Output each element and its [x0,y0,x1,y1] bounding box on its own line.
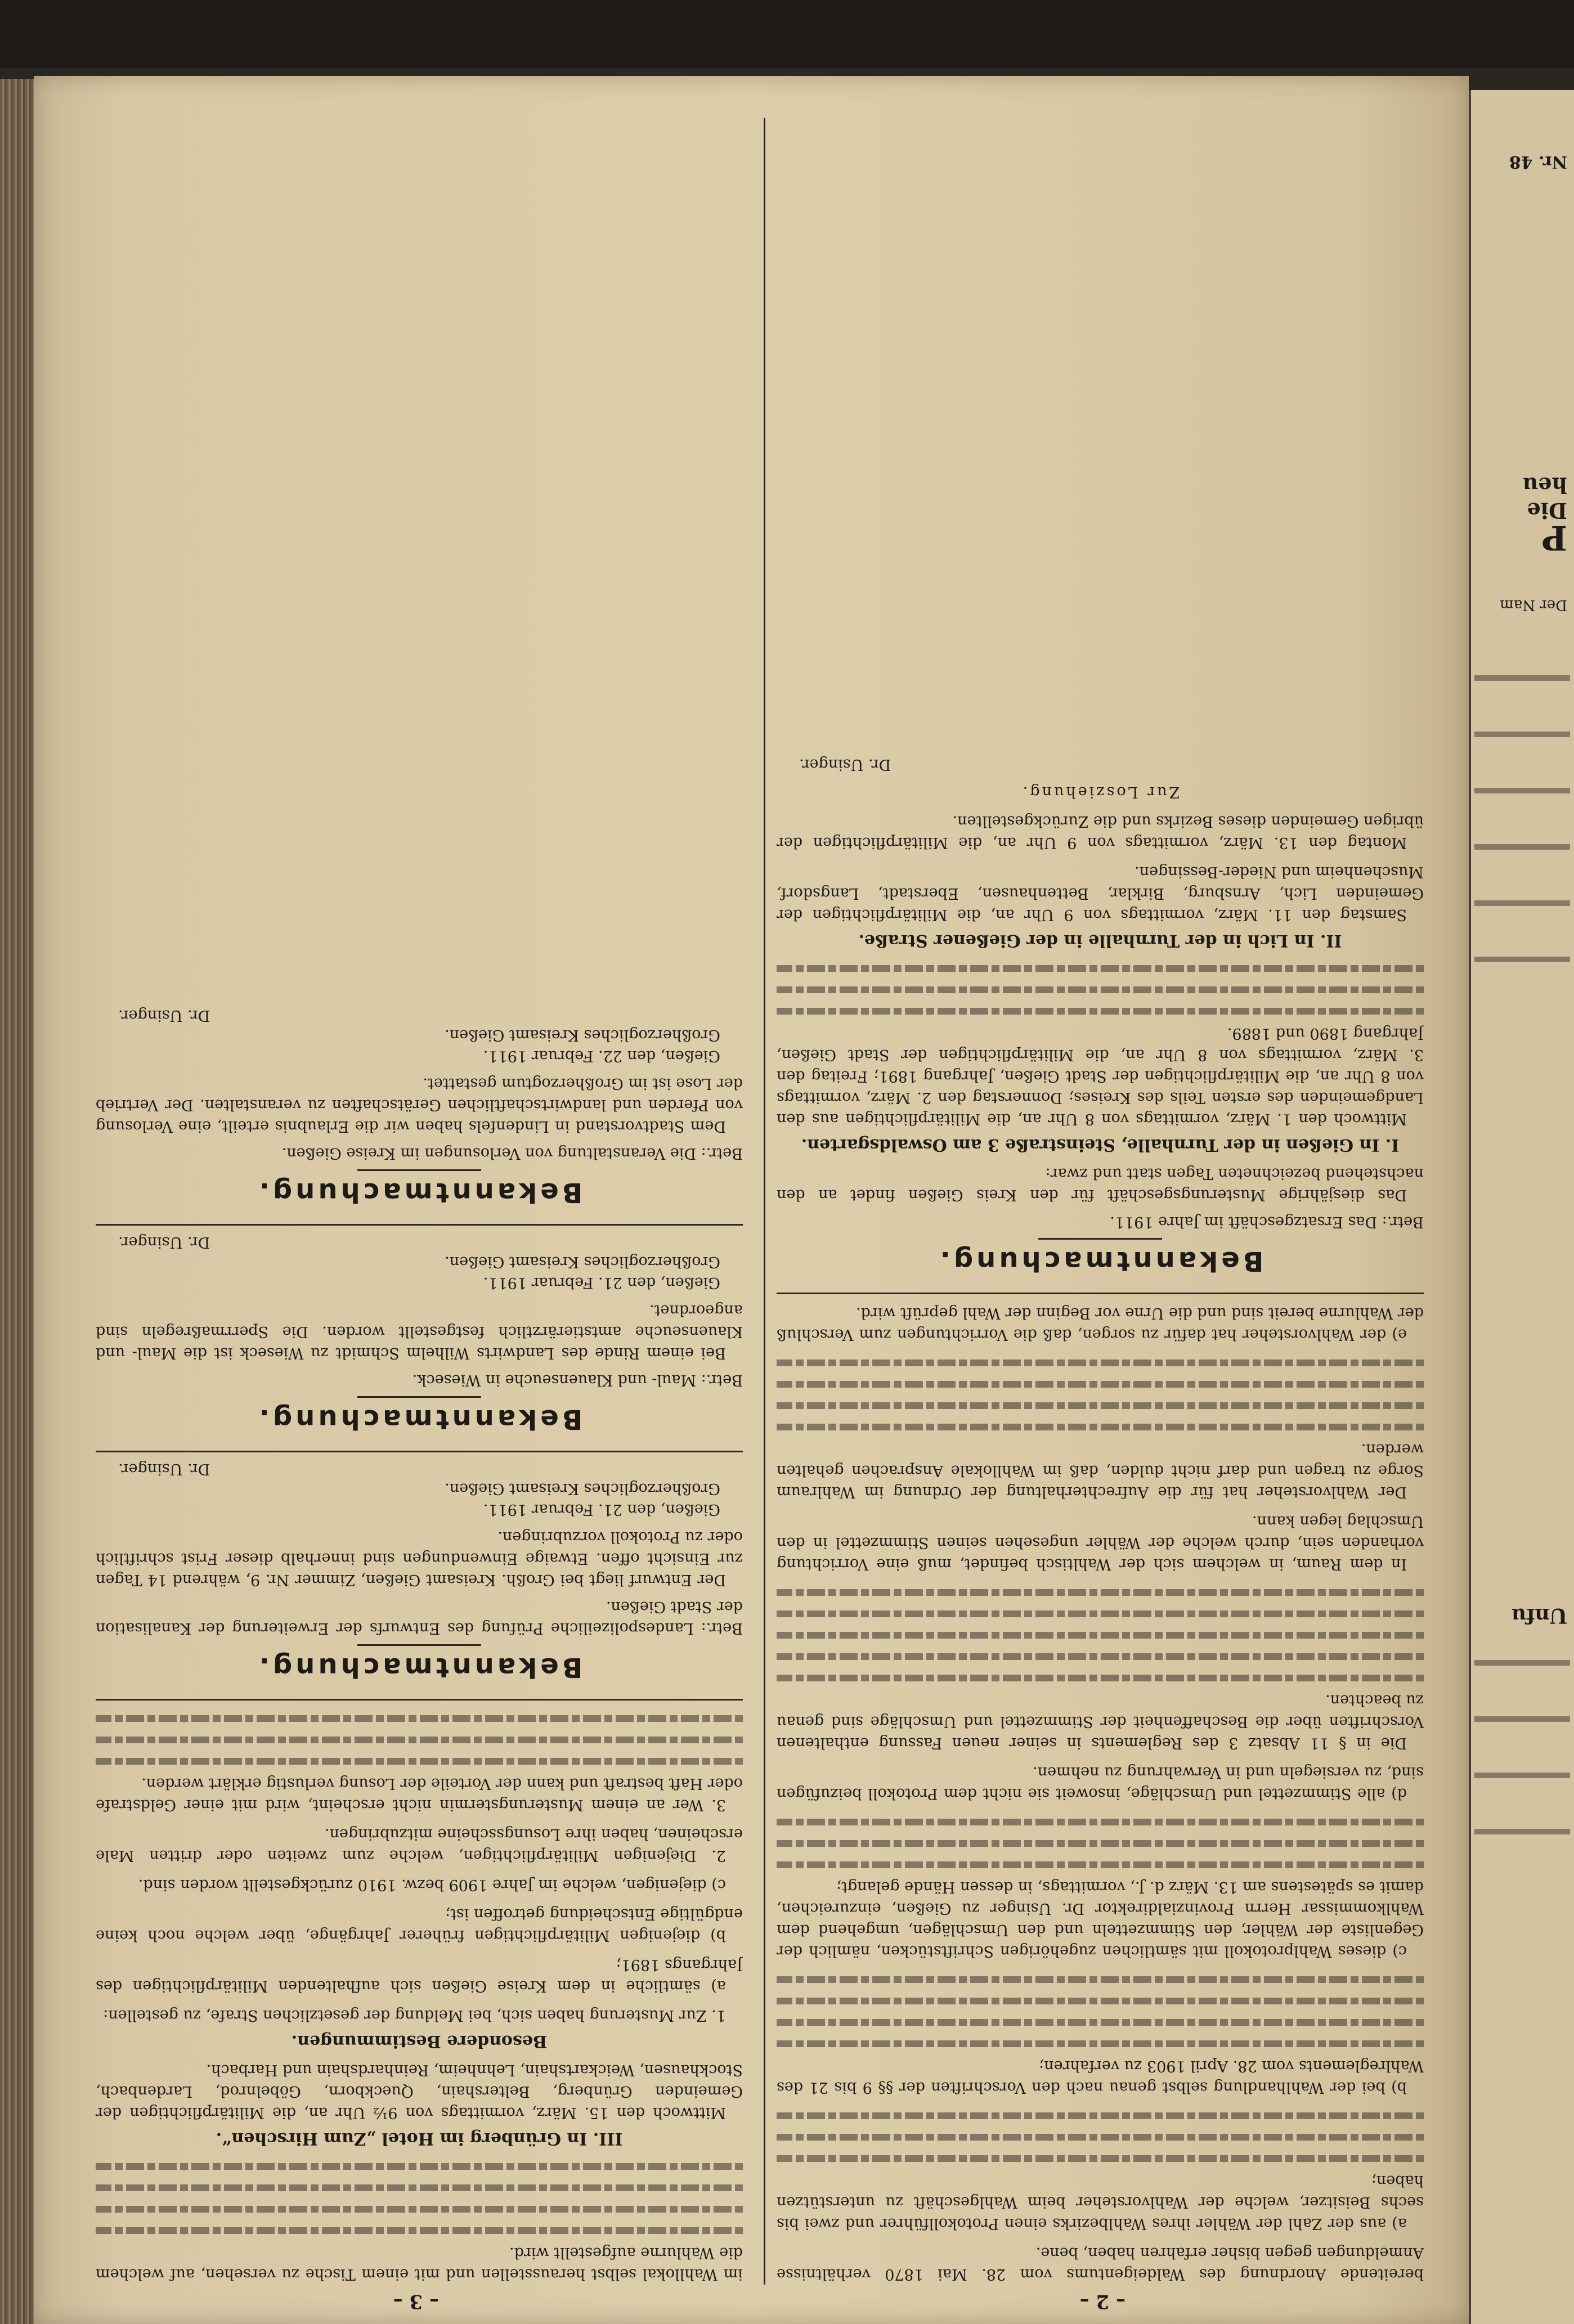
text-block [777,1589,1424,1681]
section-body: Mittwoch den 15. März, vormittags von 9½ Uhr an, die Militärpflichtigen der Gemeinden Grünberg, Beltershain, Queckborn, Göbelnrod, Lardenbach, Stockhausen, Weickartshain, Lehnheim, Reinhardshain und Harbach. [96,2061,743,2121]
closing-line: Zur Losziehung. [1020,783,1180,801]
list-item-d: d) alle Stimmzettel und Umschläge, insoweit sie nicht dem Protokoll beizufügen sind, zu versiegeln und in Verwahrung zu nehmen. [777,1764,1424,1802]
provision: 1. Zur Musterung haben sich, bei Meldung der gesetzlichen Strafe, zu gestellen: [103,2007,726,2024]
provision: 2. Diejenigen Militärpflichtigen, welche zum zweiten oder dritten Male erscheinen, haben ihre Losungsscheine mitzubringen. [96,1825,743,1864]
intro-text: im Wahllokal selbst herausstellen und mit einem Tische zu versehen, auf welchem die Wahlurne aufgestellt wird. [96,2244,743,2283]
announcement-subject: Betr.: Das Ersatzgeschäft im Jahre 1911. [1110,1213,1424,1231]
heading-rule [357,1396,481,1398]
announcement-date: Gießen, den 22. Februar 1911. [483,1047,720,1065]
issuing-office: Großherzogliches Kreisamt Gießen. [445,1026,720,1044]
list-item-a: a) aus der Zahl der Wähler ihres Wahlbezirks einen Protokollführer und zwei bis sechs Beisitzer, welche der Wahlvorsteher beim Wahlgeschäft zu unterstützen haben; [777,2172,1424,2232]
column-divider [764,118,765,2285]
announcement-date: Gießen, den 21. Februar 1911. [483,1501,720,1518]
announcement-heading: Bekanntmachung. [255,1652,583,1683]
special-provisions-heading: Besondere Bestimmungen. [291,2031,548,2051]
heading-rule [357,1169,481,1171]
intro-text: bereitende Anordnung des Waldeigentums vom 28. Mai 1870 verhältnisse Anmeldungen gegen bisher erfahren haben, bene. [777,2244,1424,2283]
section-title: II. In Lich in der Turnhalle in der Gießener Straße. [858,931,1342,950]
adjacent-page-issue: Nr. 48 [1509,152,1567,172]
paragraph: Die in § 11 Absatz 3 des Reglements in seiner neuen Fassung enthaltenen Vorschriften über die Beschaffenheit der Stimmzettel und Umschläge sind genau zu beachten. [777,1692,1424,1752]
section-title: III. In Grünberg im Hotel „Zum Hirschen“. [216,2129,623,2148]
section-title: I. In Gießen in der Turnhalle, Steinstraße 3 am Oswaldsgarten. [801,1135,1400,1155]
heading-rule [357,1644,481,1646]
provision: b) diejenigen Militärpflichtigen früherer Jahrgänge, über welche noch keine endgültige Entscheidung getroffen ist; [96,1905,743,1944]
page-number-left: – 2 – [1079,2290,1125,2313]
signature: Dr. Usinger. [118,1007,210,1024]
text-block [777,2112,1424,2162]
page-number-right: – 3 – [393,2290,439,2313]
announcement-body: Das diesjährige Musterungsgeschäft für den Kreis Gießen findet an den nachstehend bezeichneten Tagen statt und zwar: [777,1165,1424,1204]
provision: c) diejenigen, welche im Jahre 1909 bezw. 1910 zurückgestellt worden sind. [138,1876,726,1894]
text-block [777,965,1424,1015]
text-block [777,1976,1424,2047]
signature: Dr. Usinger. [118,1460,210,1478]
announcement-date: Gießen, den 21. Februar 1911. [483,1274,720,1291]
announcement-heading: Bekanntmachung. [255,1403,583,1435]
section-rule [96,1699,743,1701]
section-body: Samstag den 11. März, vormittags von 9 Uhr an, die Militärpflichtigen der Gemeinden Lich, Arnsburg, Birklar, Bettenhausen, Eberstadt, Langsdorf, Muschenheim und Nieder-Bessingen. [777,863,1424,923]
section-rule [96,1451,743,1452]
section-body: Mittwoch den 1. März, vormittags von 8 Uhr an, die Militärpflichtigen aus den Landgemeinden des ersten Teils des Kreises; Donnerstag den 2. März, vormittags von 8 Uhr an, die Militärpflichtigen der Stadt Gießen, Jahrgang 1891; Freitag den 3. März, vormittags von 8 Uhr an, die Militärpflichtigen der Stadt Gießen, Jahrgang 1890 und 1889. [777,1025,1424,1128]
adjacent-page-section: Unfu [1511,1604,1567,1627]
signature: Dr. Usinger. [799,756,891,773]
list-item-b: b) bei der Wahlhandlung selbst genau nach den Vorschriften der §§ 9 bis 21 des Wahlreglements vom 28. April 1903 zu verfahren; [777,2057,1424,2096]
announcement-heading: Bekanntmachung. [255,1177,583,1208]
announcement-body: Der Entwurf liegt bei Großh. Kreisamt Gießen, Zimmer Nr. 9, während 14 Tagen zur Einsicht offen. Etwaige Einwendungen sind innerhalb dieser Frist schriftlich oder zu Protokoll vorzubringen. [96,1528,743,1589]
section-body: Montag den 13. März, vormittags von 9 Uhr an, die Militärpflichtigen der übrigen Gemeinden dieses Bezirks und die Zurückgestellten. [777,813,1424,851]
announcement-subject: Betr.: Die Veranstaltung von Verlosungen im Kreise Gießen. [281,1145,743,1162]
text-block [96,2163,743,2234]
scanner-border [0,0,1574,68]
list-item-c: c) dieses Wahlprotokoll mit sämtlichen zugehörigen Schriftstücken, nämlich der Gegenliste der Wähler, den Stimmzetteln und den Umschlägen, umgehend dem Wahlkommissar Herrn Provinzialdirektor Dr. Usinger zu Gießen, einzureichen, damit es spätestens am 13. März d. J., vormittags, in dessen Hände gelangt; [777,1878,1424,1960]
issuing-office: Großherzogliches Kreisamt Gießen. [445,1480,720,1497]
provision: a) sämtliche in dem Kreise Gießen sich aufhaltenden Militärpflichtigen des Jahrgangs 1891; [96,1956,743,1995]
right-column [96,118,743,2285]
text-block [777,1819,1424,1868]
paragraph: In dem Raum, in welchem sich der Wahltisch befindet, muß eine Vorrichtung vorhanden sein, durch welche der Wähler ungesehen seinen Stimmzettel in den Umschlag legen kann. [777,1513,1424,1573]
section-rule [777,1293,1424,1294]
list-item-e: e) der Wahlvorsteher hat dafür zu sorgen, daß die Vorrichtungen zum Verschluß der Wahlurne bereit sind und die Urne vor Beginn der Wahl geprüft wird. [777,1304,1424,1343]
adjacent-page-text: Der Nam [1500,596,1567,613]
adjacent-page-heading: Die heu [1522,473,1567,523]
provision: 3. Wer an einem Musterungstermin nicht erscheint, wird mit einer Geldstrafe oder Haft bestraft und kann der Vorteile der Losung verlustig erklärt werden. [96,1775,743,1814]
text-block [96,1715,743,1765]
announcement-heading: Bekanntmachung. [936,1245,1264,1277]
left-column [777,118,1424,2285]
announcement-body: Bei einem Rinde des Landwirts Wilhelm Schmidt zu Wieseck ist die Maul- und Klauenseuche amtstierärztlich festgestellt worden. Die Sperrmaßregeln sind angeordnet. [96,1302,743,1362]
announcement-body: Dem Stadtvorstand in Lindenfels haben wir die Erlaubnis erteilt, eine Verlosung von Pferden und landwirtschaftlichen Gerätschaften zu veranstalten. Der Vertrieb der Lose ist im Großherzogtum gestattet. [96,1075,743,1135]
section-rule [96,1224,743,1226]
signature: Dr. Usinger. [118,1233,210,1251]
heading-rule [1038,1238,1162,1240]
paragraph: Der Wahlvorsteher hat für die Aufrechterhaltung der Ordnung im Wahlraum Sorge zu tragen und darf nicht dulden, daß im Wahllokale Ansprachen gehalten werden. [777,1441,1424,1501]
text-block [777,1360,1424,1430]
page-content-rotated [79,96,1441,2318]
book-binding-edge [0,79,34,2324]
announcement-subject: Betr.: Maul- und Klauenseuche in Wieseck. [412,1371,743,1389]
adjacent-page [1469,90,1574,2324]
announcement-subject: Betr.: Landespolizeiliche Prüfung des Entwurfs der Erweiterung der Kanalisation der Stadt Gießen. [96,1598,743,1637]
adjacent-page-initial: P [1541,518,1567,557]
issuing-office: Großherzogliches Kreisamt Gießen. [445,1253,720,1271]
